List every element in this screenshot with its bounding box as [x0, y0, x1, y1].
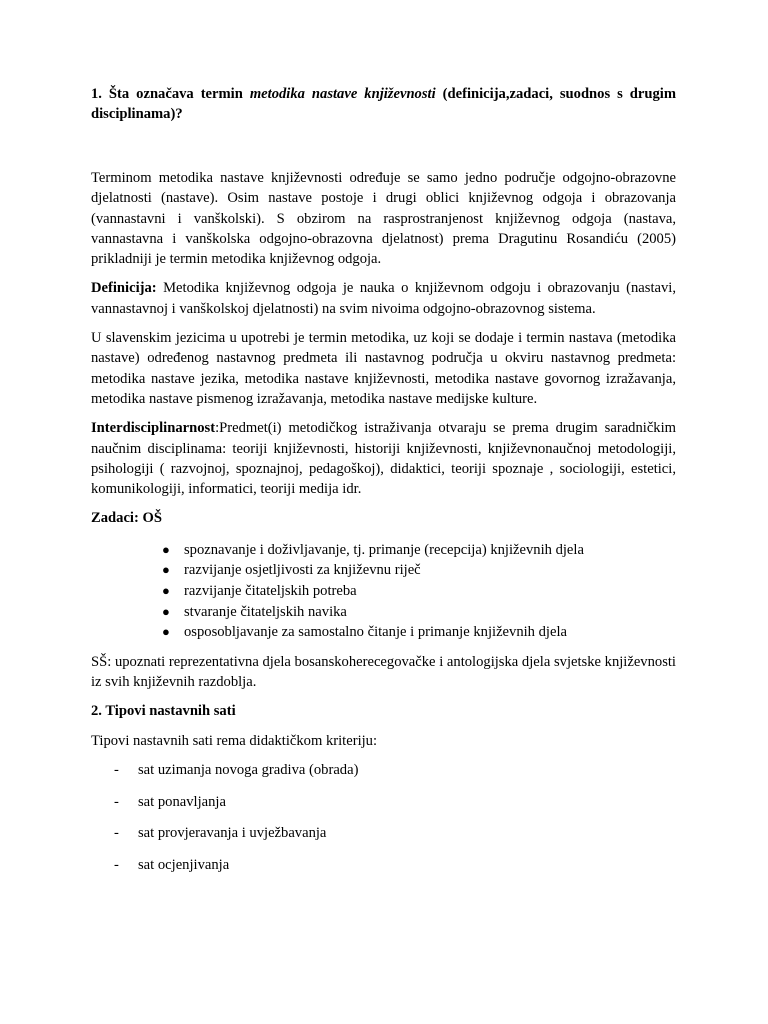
question-1-emphasis: metodika nastave književnosti — [249, 86, 436, 102]
bullet-icon: ● — [162, 624, 170, 640]
bullet-icon: ● — [162, 562, 170, 578]
list-item — [91, 792, 676, 812]
bullet-icon: ● — [162, 603, 170, 619]
list-item — [91, 855, 676, 875]
question-1-prefix: 1. Šta označava termin — [91, 86, 250, 102]
section-2-heading: 2. Tipovi nastavnih sati — [91, 703, 236, 720]
section-2-intro: Tipovi nastavnih sati rema didaktičkom kriteriju: — [91, 732, 378, 749]
list-item — [91, 602, 676, 623]
definition-text: Metodika književnog odgoja je nauka o književnom odgoju i obrazovanju (nastavi, vannastavnoj i vanškolskoj djelatnosti) na svim nivoima odgojno-obrazovnog sistema. — [91, 280, 676, 317]
definition-paragraph — [91, 278, 676, 319]
dash-icon: - — [114, 761, 119, 778]
list-item — [91, 560, 676, 581]
bullet-icon: ● — [162, 541, 170, 557]
list-item — [91, 581, 676, 602]
list-item-text: sat ocjenjivanja — [138, 856, 230, 873]
list-item — [91, 823, 676, 843]
list-item-text: stvaranje čitateljskih navika — [184, 603, 347, 620]
dash-icon: - — [114, 856, 119, 873]
list-item — [91, 622, 676, 643]
interdisciplinary-text: :Predmet(i) metodičkog istraživanja otvaraju se prema drugim saradničkim naučnim disciplinama: teoriji književnosti, historiji književnosti, književnonaučnoj metodologiji, psihologiji ( razvojnoj, spoznajnoj, pedagoškoj), didaktici, teoriji spoznaje , sociologiji, estetici, komunikologiji, informatici, teoriji medija idr. — [91, 420, 676, 498]
definition-label: Definicija: — [91, 280, 157, 297]
list-item-text: razvijanje osjetljivosti za književnu riječ — [184, 562, 421, 579]
document-page — [91, 84, 676, 886]
list-item-text: razvijanje čitateljskih potreba — [184, 582, 357, 599]
intro-paragraph: Terminom metodika nastave književnosti određuje se samo jedno područje odgojno-obrazovne djelatnosti (nastave). Osim nastave postoje i drugi oblici književnog odgoja i obrazovanja (vannastavni i vanškolski). S obzirom na rasprostranjenost književnog odgoja (nastava, vannastavna i vanškolska odgojno-obrazovna djelatnost) prema Dragutinu Rosandiću (2005) prikladniji je termin metodika književnog odgoja. — [91, 170, 676, 268]
bullet-icon: ● — [162, 582, 170, 598]
interdisciplinary-paragraph — [91, 418, 676, 499]
interdisciplinary-label: Interdisciplinarnost — [91, 420, 216, 437]
list-item-text: spoznavanje i doživljavanje, tj. primanje (recepcija) književnih djela — [184, 541, 584, 558]
secondary-school-paragraph: SŠ: upoznati reprezentativna djela bosanskoherecegovačke i antologijska djela svjetske književnosti iz svih književnih razdoblja. — [91, 653, 676, 691]
slavic-paragraph: U slavenskim jezicima u upotrebi je termin metodika, uz koji se dodaje i termin nastava (metodika nastave) određenog nastavnog predmeta ili nastavnog područja u okviru nastavnog predmeta: metodika nastave jezika, metodika nastave književnosti, metodika nastave govornog izražavanja, metodika nastave pismenog izražavanja, metodika nastave medijske kulture. — [91, 330, 676, 407]
list-item-text: osposobljavanje za samostalno čitanje i primanje književnih djela — [184, 624, 567, 641]
list-item-text: sat uzimanja novoga gradiva (obrada) — [138, 761, 359, 778]
tasks-heading: Zadaci: OŠ — [91, 510, 162, 527]
lesson-types-list — [91, 760, 676, 875]
list-item-text: sat provjeravanja i uvježbavanja — [138, 825, 327, 842]
question-1-title — [91, 84, 676, 124]
list-item — [91, 760, 676, 780]
dash-icon: - — [114, 825, 119, 842]
dash-icon: - — [114, 793, 119, 810]
question-1-suffix: (definicija,zadaci, suodnos s drugim disciplinama)? — [91, 86, 676, 122]
list-item — [91, 540, 676, 561]
list-item-text: sat ponavljanja — [138, 793, 226, 810]
tasks-list — [91, 540, 676, 643]
